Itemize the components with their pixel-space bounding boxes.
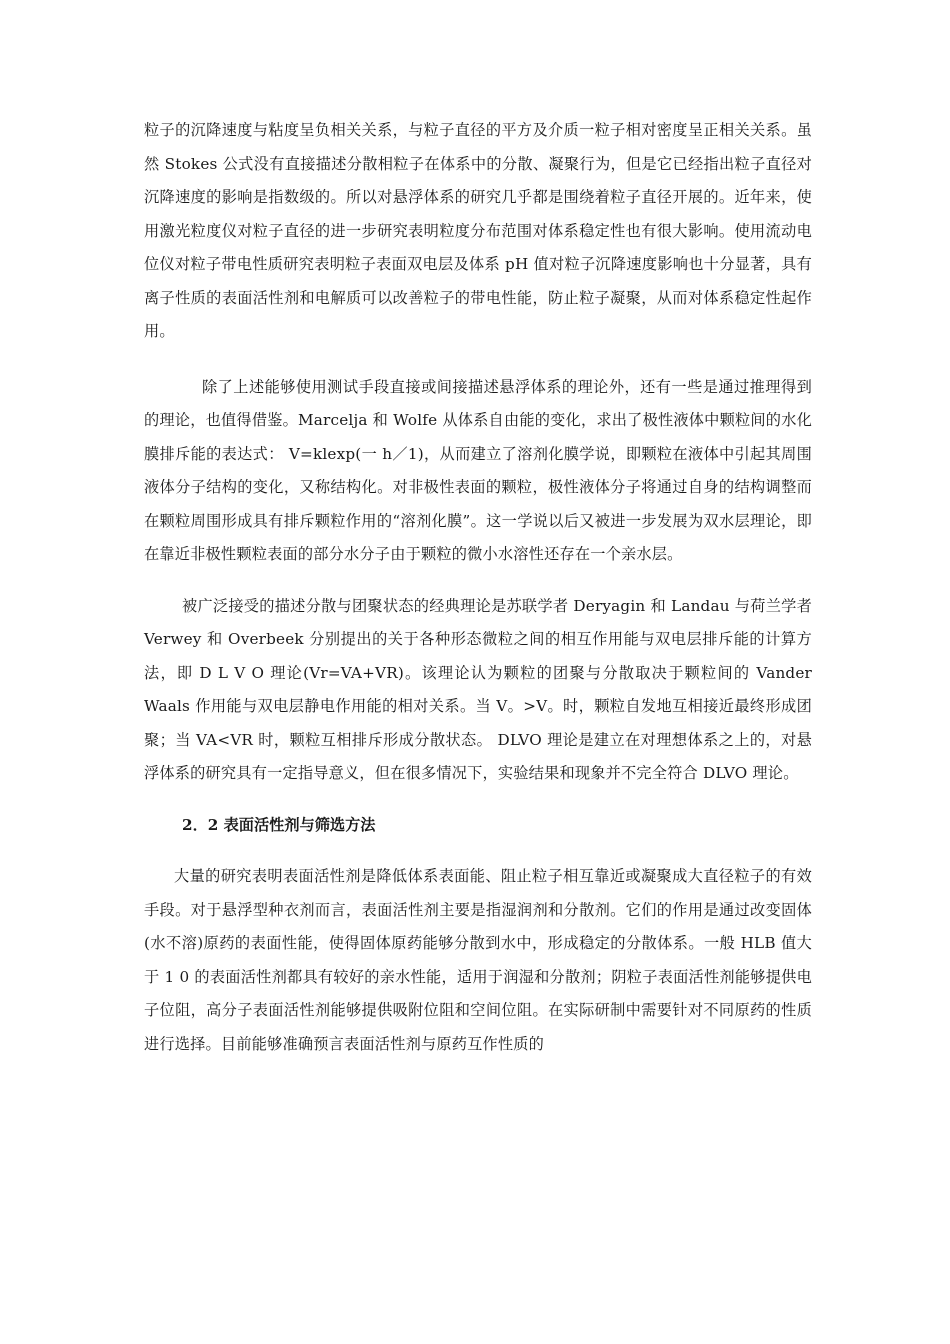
paragraph-surfactant-role: 大量的研究表明表面活性剂是降低体系表面能、阻止粒子相互靠近或凝聚成大直径粒子的有效手段。对于悬浮型种衣剂而言，表面活性剂主要是指湿润剂和分散剂。它们的作用是通过改变固体(水不溶)原药的表面性能，使得固体原药能够分散到水中，形成稳定的分散体系。一般 HLB 值大于 1 0 的表面活性剂都具有较好的亲水性能，适用于润湿和分散剂；阴粒子表面活性剂能够提供电子位阻，高分子表面活性剂能够提供吸附位阻和空间位阻。在实际研制中需要针对不同原药的性质进行选择。目前能够准确预言表面活性剂与原药互作性质的 — [144, 867, 812, 1053]
section-heading-surfactant-screening: 2．2 表面活性剂与筛选方法 — [182, 815, 376, 834]
paragraph-stokes-sedimentation: 粒子的沉降速度与粘度呈负相关关系，与粒子直径的平方及介质一粒子相对密度呈正相关关系。虽然 Stokes 公式没有直接描述分散相粒子在体系中的分散、凝聚行为，但是它已经指出粒子直径对沉降速度的影响是指数级的。所以对悬浮体系的研究几乎都是围绕着粒子直径开展的。近年来，使用激光粒度仪对粒子直径的进一步研究表明粒度分布范围对体系稳定性也有很大影响。使用流动电位仪对粒子带电性质研究表明粒子表面双电层及体系 pH 值对粒子沉降速度影响也十分显著，具有离子性质的表面活性剂和电解质可以改善粒子的带电性能，防止粒子凝聚，从而对体系稳定性起作用。 — [144, 121, 812, 340]
paragraph-dlvo-theory: 被广泛接受的描述分散与团聚状态的经典理论是苏联学者 Deryagin 和 Landau 与荷兰学者 Verwey 和 Overbeek 分别提出的关于各种形态微粒之间的相互作用能与双电层排斥能的计算方法，即 D L V O 理论(Vr=VA+VR)。该理论认为颗粒的团聚与分散取决于颗粒间的 Vander Waals 作用能与双电层静电作用能的相对关系。当 V。>V。时，颗粒自发地互相接近最终形成团聚；当 VA<VR 时，颗粒互相排斥形成分散状态。 DLVO 理论是建立在对理想体系之上的，对悬浮体系的研究具有一定指导意义，但在很多情况下，实验结果和现象并不完全符合 DLVO 理论。 — [144, 596, 812, 782]
document-page — [144, 114, 812, 1061]
paragraph-solvation-film-theory: 除了上述能够使用测试手段直接或间接描述悬浮体系的理论外，还有一些是通过推理得到的理论，也值得借鉴。Marcelja 和 Wolfe 从体系自由能的变化，求出了极性液体中颗粒间的水化膜排斥能的表达式： V=klexp(一 h／1)，从而建立了溶剂化膜学说，即颗粒在液体中引起其周围液体分子结构的变化，又称结构化。对非极性表面的颗粒，极性液体分子将通过自身的结构调整而在颗粒周围形成具有排斥颗粒作用的“溶剂化膜”。这一学说以后又被进一步发展为双水层理论，即在靠近非极性颗粒表面的部分水分子由于颗粒的微小水溶性还存在一个亲水层。 — [144, 377, 812, 563]
